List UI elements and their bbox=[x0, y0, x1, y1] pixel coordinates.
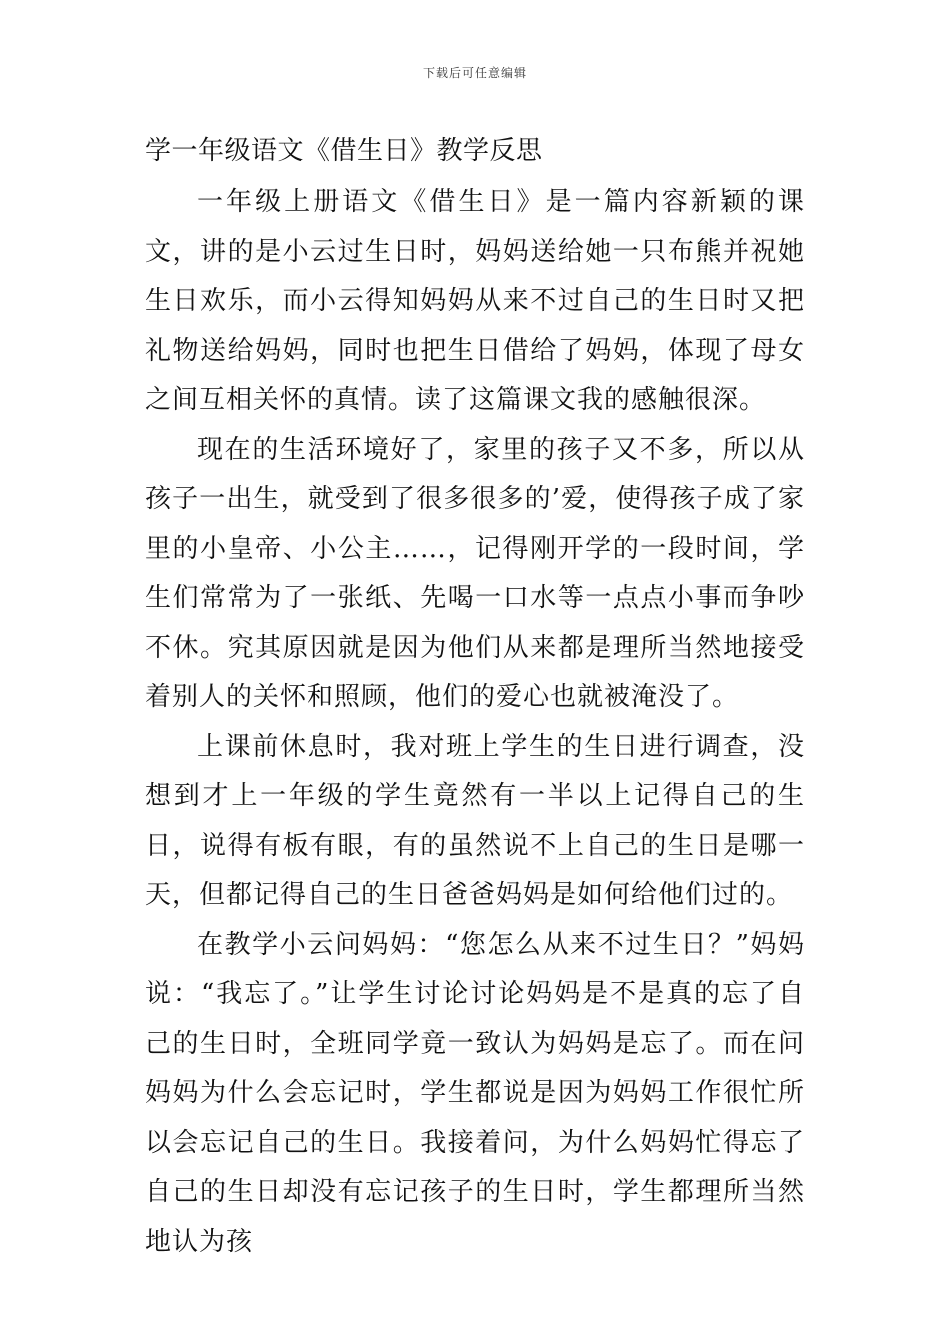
document-title: 学一年级语文《借生日》教学反思 bbox=[145, 136, 543, 166]
paragraph-2: 现在的生活环境好了，家里的孩子又不多，所以从孩子一出生，就受到了很多很多的’爱，使得孩子成了家里的小皇帝、小公主……，记得刚开学的一段时间，学生们常常为了一张纸、先喝一口水等一点点小事而争吵不休。究其原因就是因为他们从来都是理所当然地接受着别人的关怀和照顾，他们的爱心也就被淹没了。 bbox=[145, 434, 805, 712]
header-note: 下载后可任意编辑 bbox=[422, 66, 527, 80]
paragraph-4: 在教学小云问妈妈：“您怎么从来不过生日？”妈妈说：“我忘了。”让学生讨论讨论妈妈是不是真的忘了自己的生日时，全班同学竟一致认为妈妈是忘了。而在问妈妈为什么会忘记时，学生都说是因为妈妈工作很忙所以会忘记自己的生日。我接着问，为什么妈妈忙得忘了自己的生日却没有忘记孩子的生日时，学生都理所当然地认为孩 bbox=[145, 929, 805, 1257]
document-body bbox=[145, 128, 805, 1267]
paragraph-3: 上课前休息时，我对班上学生的生日进行调查，没想到才上一年级的学生竟然有一半以上记得自己的生日，说得有板有眼，有的虽然说不上自己的生日是哪一天，但都记得自己的生日爸爸妈妈是如何给他们过的。 bbox=[145, 731, 805, 910]
paragraph-1: 一年级上册语文《借生日》是一篇内容新颖的课文，讲的是小云过生日时，妈妈送给她一只布熊并祝她生日欢乐，而小云得知妈妈从来不过自己的生日时又把礼物送给妈妈，同时也把生日借给了妈妈，体现了母女之间互相关怀的真情。读了这篇课文我的感触很深。 bbox=[145, 187, 805, 415]
